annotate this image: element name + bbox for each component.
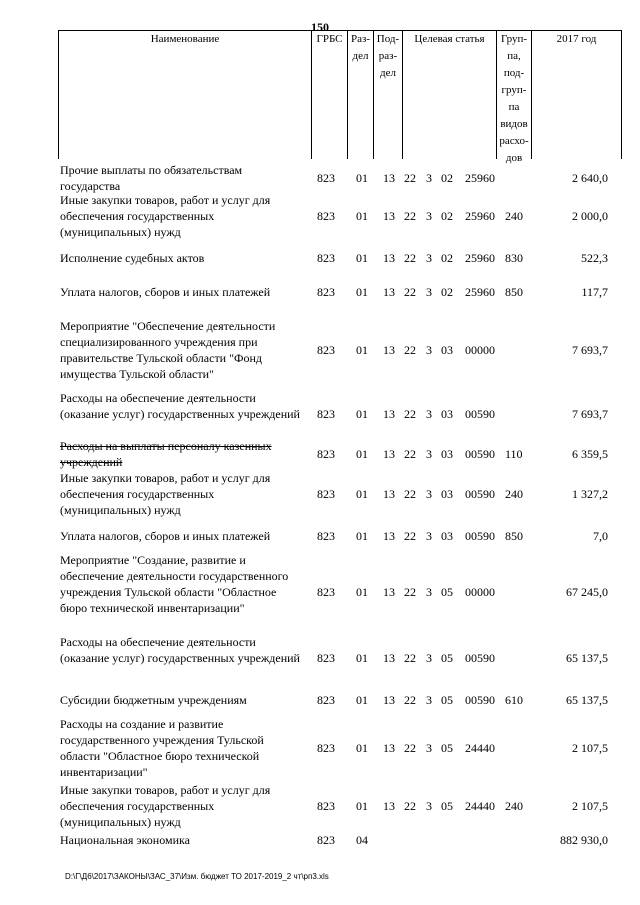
row-vr: 850 xyxy=(505,285,523,299)
row-target-1: 22 xyxy=(404,651,416,665)
row-target-4: 00000 xyxy=(465,585,495,599)
row-vr: 110 xyxy=(505,447,523,461)
row-name: Расходы на выплаты персоналу казенных учреждений xyxy=(60,439,272,469)
row-amount: 2 000,0 xyxy=(572,209,608,223)
row-name: Иные закупки товаров, работ и услуг для обеспечения государственных (муниципальных) нужд xyxy=(60,783,271,829)
row-target-3: 03 xyxy=(441,447,453,461)
row-target-2: 3 xyxy=(426,585,432,599)
row-name: Субсидии бюджетным учреждениям xyxy=(60,693,247,707)
row-podrazdel: 13 xyxy=(383,407,395,421)
row-name: Иные закупки товаров, работ и услуг для обеспечения государственных (муниципальных) нужд xyxy=(60,193,271,239)
row-target-2: 3 xyxy=(426,251,432,265)
row-podrazdel: 13 xyxy=(383,251,395,265)
row-amount: 117,7 xyxy=(581,285,608,299)
row-amount: 522,3 xyxy=(581,251,608,265)
row-target-4: 24440 xyxy=(465,799,495,813)
row-razdel: 01 xyxy=(356,693,368,707)
row-target-2: 3 xyxy=(426,651,432,665)
row-target-2: 3 xyxy=(426,407,432,421)
row-razdel: 04 xyxy=(356,833,368,847)
row-target-1: 22 xyxy=(404,693,416,707)
row-podrazdel: 13 xyxy=(383,693,395,707)
row-target-3: 05 xyxy=(441,585,453,599)
row-razdel: 01 xyxy=(356,407,368,421)
row-amount: 7 693,7 xyxy=(572,343,608,357)
row-razdel: 01 xyxy=(356,741,368,755)
row-target-4: 25960 xyxy=(465,251,495,265)
header-year: 2017 год xyxy=(531,31,622,159)
header-razdel: Раз- дел xyxy=(347,31,373,159)
row-name: Уплата налогов, сборов и иных платежей xyxy=(60,529,271,543)
row-amount: 65 137,5 xyxy=(566,693,608,707)
row-vr: 610 xyxy=(505,693,523,707)
row-vr: 850 xyxy=(505,529,523,543)
row-vr: 240 xyxy=(505,209,523,223)
row-target-3: 02 xyxy=(441,251,453,265)
row-razdel: 01 xyxy=(356,209,368,223)
row-grbs: 823 xyxy=(317,209,335,223)
row-target-1: 22 xyxy=(404,251,416,265)
row-target-3: 03 xyxy=(441,529,453,543)
row-grbs: 823 xyxy=(317,171,335,185)
header-target: Целевая статья xyxy=(402,31,496,159)
row-target-4: 25960 xyxy=(465,171,495,185)
row-target-4: 24440 xyxy=(465,741,495,755)
row-name: Расходы на обеспечение деятельности (оказание услуг) государственных учреждений xyxy=(60,391,300,421)
row-target-2: 3 xyxy=(426,447,432,461)
row-target-1: 22 xyxy=(404,741,416,755)
row-podrazdel: 13 xyxy=(383,529,395,543)
row-grbs: 823 xyxy=(317,741,335,755)
row-target-2: 3 xyxy=(426,343,432,357)
row-razdel: 01 xyxy=(356,285,368,299)
row-name: Мероприятие "Обеспечение деятельности специализированного учреждения при правительстве Тульской области "Фонд имущества Тульской области" xyxy=(60,319,276,381)
row-razdel: 01 xyxy=(356,529,368,543)
row-grbs: 823 xyxy=(317,343,335,357)
row-amount: 2 107,5 xyxy=(572,741,608,755)
row-target-1: 22 xyxy=(404,529,416,543)
row-vr: 240 xyxy=(505,799,523,813)
row-target-1: 22 xyxy=(404,285,416,299)
row-target-2: 3 xyxy=(426,693,432,707)
row-amount: 65 137,5 xyxy=(566,651,608,665)
row-target-2: 3 xyxy=(426,285,432,299)
row-amount: 6 359,5 xyxy=(572,447,608,461)
row-amount: 2 107,5 xyxy=(572,799,608,813)
row-target-2: 3 xyxy=(426,171,432,185)
row-podrazdel: 13 xyxy=(383,447,395,461)
row-target-4: 00590 xyxy=(465,487,495,501)
row-target-1: 22 xyxy=(404,799,416,813)
header-podrazdel: Под- раз- дел xyxy=(373,31,402,159)
row-target-1: 22 xyxy=(404,407,416,421)
row-target-4: 25960 xyxy=(465,209,495,223)
row-target-4: 00590 xyxy=(465,407,495,421)
row-podrazdel: 13 xyxy=(383,585,395,599)
row-podrazdel: 13 xyxy=(383,171,395,185)
row-podrazdel: 13 xyxy=(383,799,395,813)
row-name: Иные закупки товаров, работ и услуг для обеспечения государственных (муниципальных) нужд xyxy=(60,471,271,517)
row-target-4: 00590 xyxy=(465,529,495,543)
row-name: Уплата налогов, сборов и иных платежей xyxy=(60,285,271,299)
row-vr: 240 xyxy=(505,487,523,501)
row-grbs: 823 xyxy=(317,487,335,501)
row-podrazdel: 13 xyxy=(383,209,395,223)
row-target-3: 03 xyxy=(441,487,453,501)
header-name: Наименование xyxy=(58,31,311,159)
row-razdel: 01 xyxy=(356,447,368,461)
row-target-2: 3 xyxy=(426,487,432,501)
row-target-3: 05 xyxy=(441,799,453,813)
row-podrazdel: 13 xyxy=(383,343,395,357)
row-target-3: 05 xyxy=(441,651,453,665)
row-vr: 830 xyxy=(505,251,523,265)
row-grbs: 823 xyxy=(317,799,335,813)
row-target-1: 22 xyxy=(404,209,416,223)
file-path-footer: D:\Г\Д6\2017\ЗАКОНЫ\ЗАС_37\Изм. бюджет ТО 2017-2019_2 чт\рп3.xls xyxy=(65,872,329,881)
row-target-3: 05 xyxy=(441,741,453,755)
row-name: Расходы на создание и развитие государственного учреждения Тульской области "Областное бюро технической инвентаризации" xyxy=(60,717,264,779)
row-podrazdel: 13 xyxy=(383,741,395,755)
row-grbs: 823 xyxy=(317,447,335,461)
row-target-1: 22 xyxy=(404,585,416,599)
row-target-3: 05 xyxy=(441,693,453,707)
row-amount: 7,0 xyxy=(593,529,608,543)
row-grbs: 823 xyxy=(317,585,335,599)
row-podrazdel: 13 xyxy=(383,285,395,299)
row-grbs: 823 xyxy=(317,407,335,421)
row-target-4: 00590 xyxy=(465,447,495,461)
row-podrazdel: 13 xyxy=(383,487,395,501)
row-razdel: 01 xyxy=(356,343,368,357)
row-amount: 67 245,0 xyxy=(566,585,608,599)
row-target-2: 3 xyxy=(426,209,432,223)
row-grbs: 823 xyxy=(317,651,335,665)
row-target-4: 00590 xyxy=(465,693,495,707)
row-name: Исполнение судебных актов xyxy=(60,251,205,265)
row-razdel: 01 xyxy=(356,799,368,813)
row-target-3: 03 xyxy=(441,343,453,357)
row-target-3: 03 xyxy=(441,407,453,421)
row-target-3: 02 xyxy=(441,171,453,185)
row-target-4: 25960 xyxy=(465,285,495,299)
row-target-3: 02 xyxy=(441,209,453,223)
row-name: Расходы на обеспечение деятельности (оказание услуг) государственных учреждений xyxy=(60,635,300,665)
row-amount: 1 327,2 xyxy=(572,487,608,501)
table-header xyxy=(58,30,622,164)
row-target-4: 00590 xyxy=(465,651,495,665)
row-razdel: 01 xyxy=(356,251,368,265)
row-razdel: 01 xyxy=(356,487,368,501)
page-number: 150 xyxy=(311,20,329,34)
row-name: Мероприятие "Создание, развитие и обеспечение деятельности государственного учреждения Тульской области "Областное бюро технической инвентаризации" xyxy=(60,553,289,615)
row-target-2: 3 xyxy=(426,799,432,813)
row-target-1: 22 xyxy=(404,171,416,185)
row-amount: 2 640,0 xyxy=(572,171,608,185)
row-target-1: 22 xyxy=(404,487,416,501)
header-grbs: ГРБС xyxy=(311,31,347,159)
row-target-4: 00000 xyxy=(465,343,495,357)
row-grbs: 823 xyxy=(317,529,335,543)
header-group: Груп- па, под- груп- па видов расхо- дов xyxy=(496,31,531,159)
row-grbs: 823 xyxy=(317,693,335,707)
row-target-1: 22 xyxy=(404,447,416,461)
row-name: Прочие выплаты по обязательствам государства xyxy=(60,163,243,193)
row-amount: 882 930,0 xyxy=(560,833,608,847)
row-target-3: 02 xyxy=(441,285,453,299)
row-razdel: 01 xyxy=(356,171,368,185)
row-grbs: 823 xyxy=(317,833,335,847)
row-target-2: 3 xyxy=(426,741,432,755)
row-amount: 7 693,7 xyxy=(572,407,608,421)
row-razdel: 01 xyxy=(356,585,368,599)
row-target-2: 3 xyxy=(426,529,432,543)
row-grbs: 823 xyxy=(317,285,335,299)
row-razdel: 01 xyxy=(356,651,368,665)
row-target-1: 22 xyxy=(404,343,416,357)
row-podrazdel: 13 xyxy=(383,651,395,665)
row-name: Национальная экономика xyxy=(60,833,190,847)
row-grbs: 823 xyxy=(317,251,335,265)
